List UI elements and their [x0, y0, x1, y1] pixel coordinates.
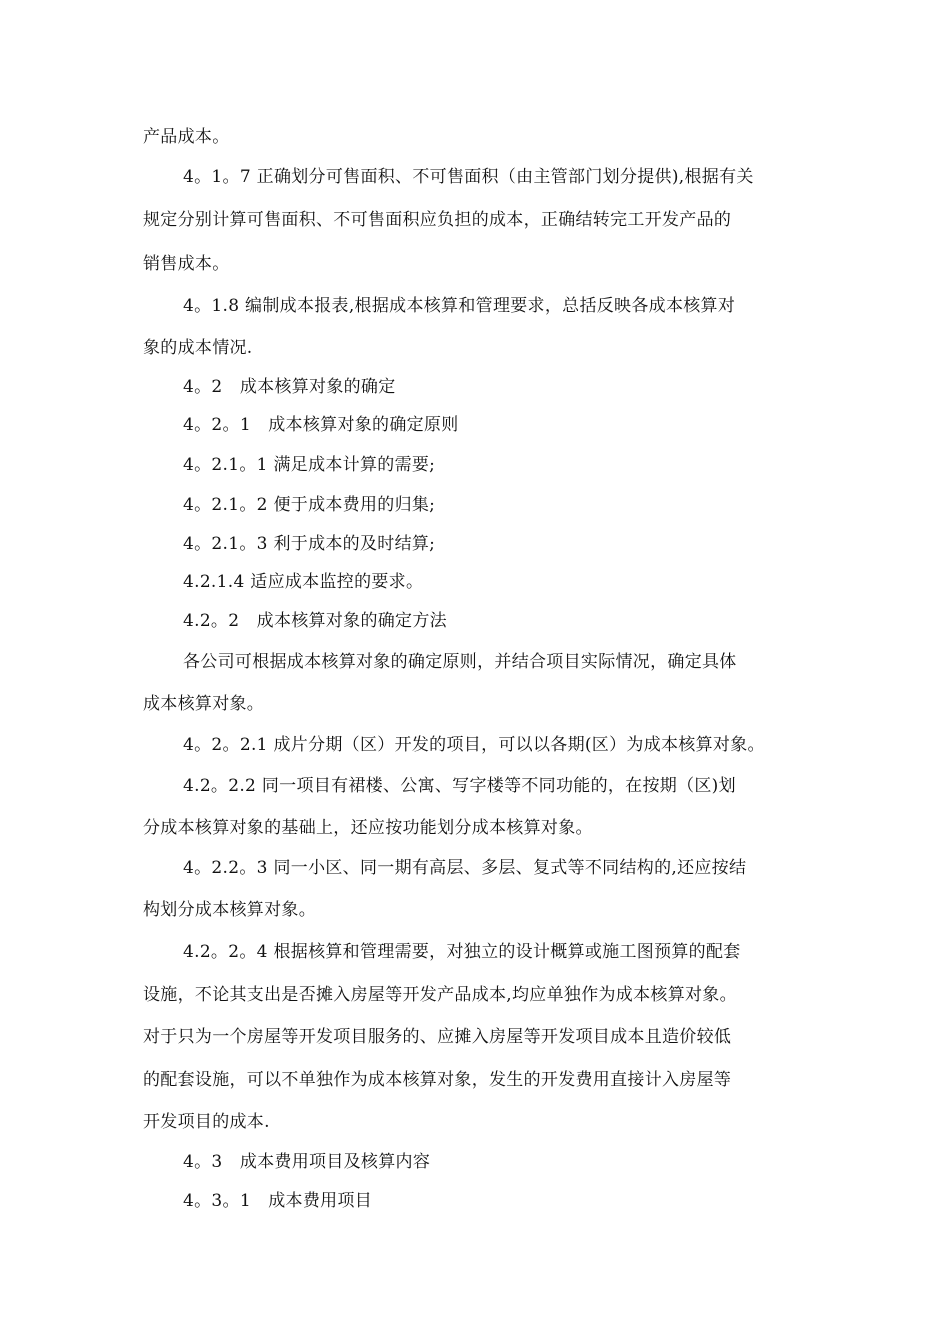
text-line: 构划分成本核算对象。	[143, 900, 316, 920]
text-line: 分成本核算对象的基础上，还应按功能划分成本核算对象。	[143, 818, 593, 838]
text-line: 4。2.1。2 便于成本费用的归集;	[183, 495, 436, 515]
section-heading: 4.2。2 成本核算对象的确定方法	[183, 611, 447, 631]
text-line: 开发项目的成本.	[143, 1112, 270, 1132]
text-line: 4。2.1。3 利于成本的及时结算;	[183, 534, 436, 554]
text-line: 对于只为一个房屋等开发项目服务的、应摊入房屋等开发项目成本且造价较低	[143, 1027, 732, 1047]
text-line: 销售成本。	[143, 254, 230, 274]
text-line: 象的成本情况.	[143, 338, 253, 358]
text-line: 4。1.8 编制成本报表,根据成本核算和管理要求，总括反映各成本核算对	[183, 296, 736, 316]
text-line: 规定分别计算可售面积、不可售面积应负担的成本，正确结转完工开发产品的	[143, 210, 732, 230]
text-line: 各公司可根据成本核算对象的确定原则，并结合项目实际情况，确定具体	[183, 652, 737, 672]
text-line: 4.2.1.4 适应成本监控的要求。	[183, 572, 424, 592]
text-line: 成本核算对象。	[143, 694, 265, 714]
section-heading: 4。3。1 成本费用项目	[183, 1191, 373, 1211]
text-line: 产品成本。	[143, 127, 230, 147]
text-line: 4。2。2.1 成片分期（区）开发的项目，可以以各期(区）为成本核算对象。	[183, 735, 765, 755]
text-line: 设施，不论其支出是否摊入房屋等开发产品成本,均应单独作为成本核算对象。	[143, 985, 737, 1005]
section-heading: 4。3 成本费用项目及核算内容	[183, 1152, 431, 1172]
text-line: 4.2。2。4 根据核算和管理需要，对独立的设计概算或施工图预算的配套	[183, 942, 741, 962]
section-heading: 4。2 成本核算对象的确定	[183, 377, 396, 397]
text-line: 4.2。2.2 同一项目有裙楼、公寓、写字楼等不同功能的，在按期（区)划	[183, 776, 736, 796]
text-line: 4。2.2。3 同一小区、同一期有高层、多层、复式等不同结构的,还应按结	[183, 858, 747, 878]
section-heading: 4。2。1 成本核算对象的确定原则	[183, 415, 459, 435]
text-line: 的配套设施，可以不单独作为成本核算对象，发生的开发费用直接计入房屋等	[143, 1070, 732, 1090]
text-line: 4。1。7 正确划分可售面积、不可售面积（由主管部门划分提供),根据有关	[183, 167, 754, 187]
text-line: 4。2.1。1 满足成本计算的需要;	[183, 455, 436, 475]
